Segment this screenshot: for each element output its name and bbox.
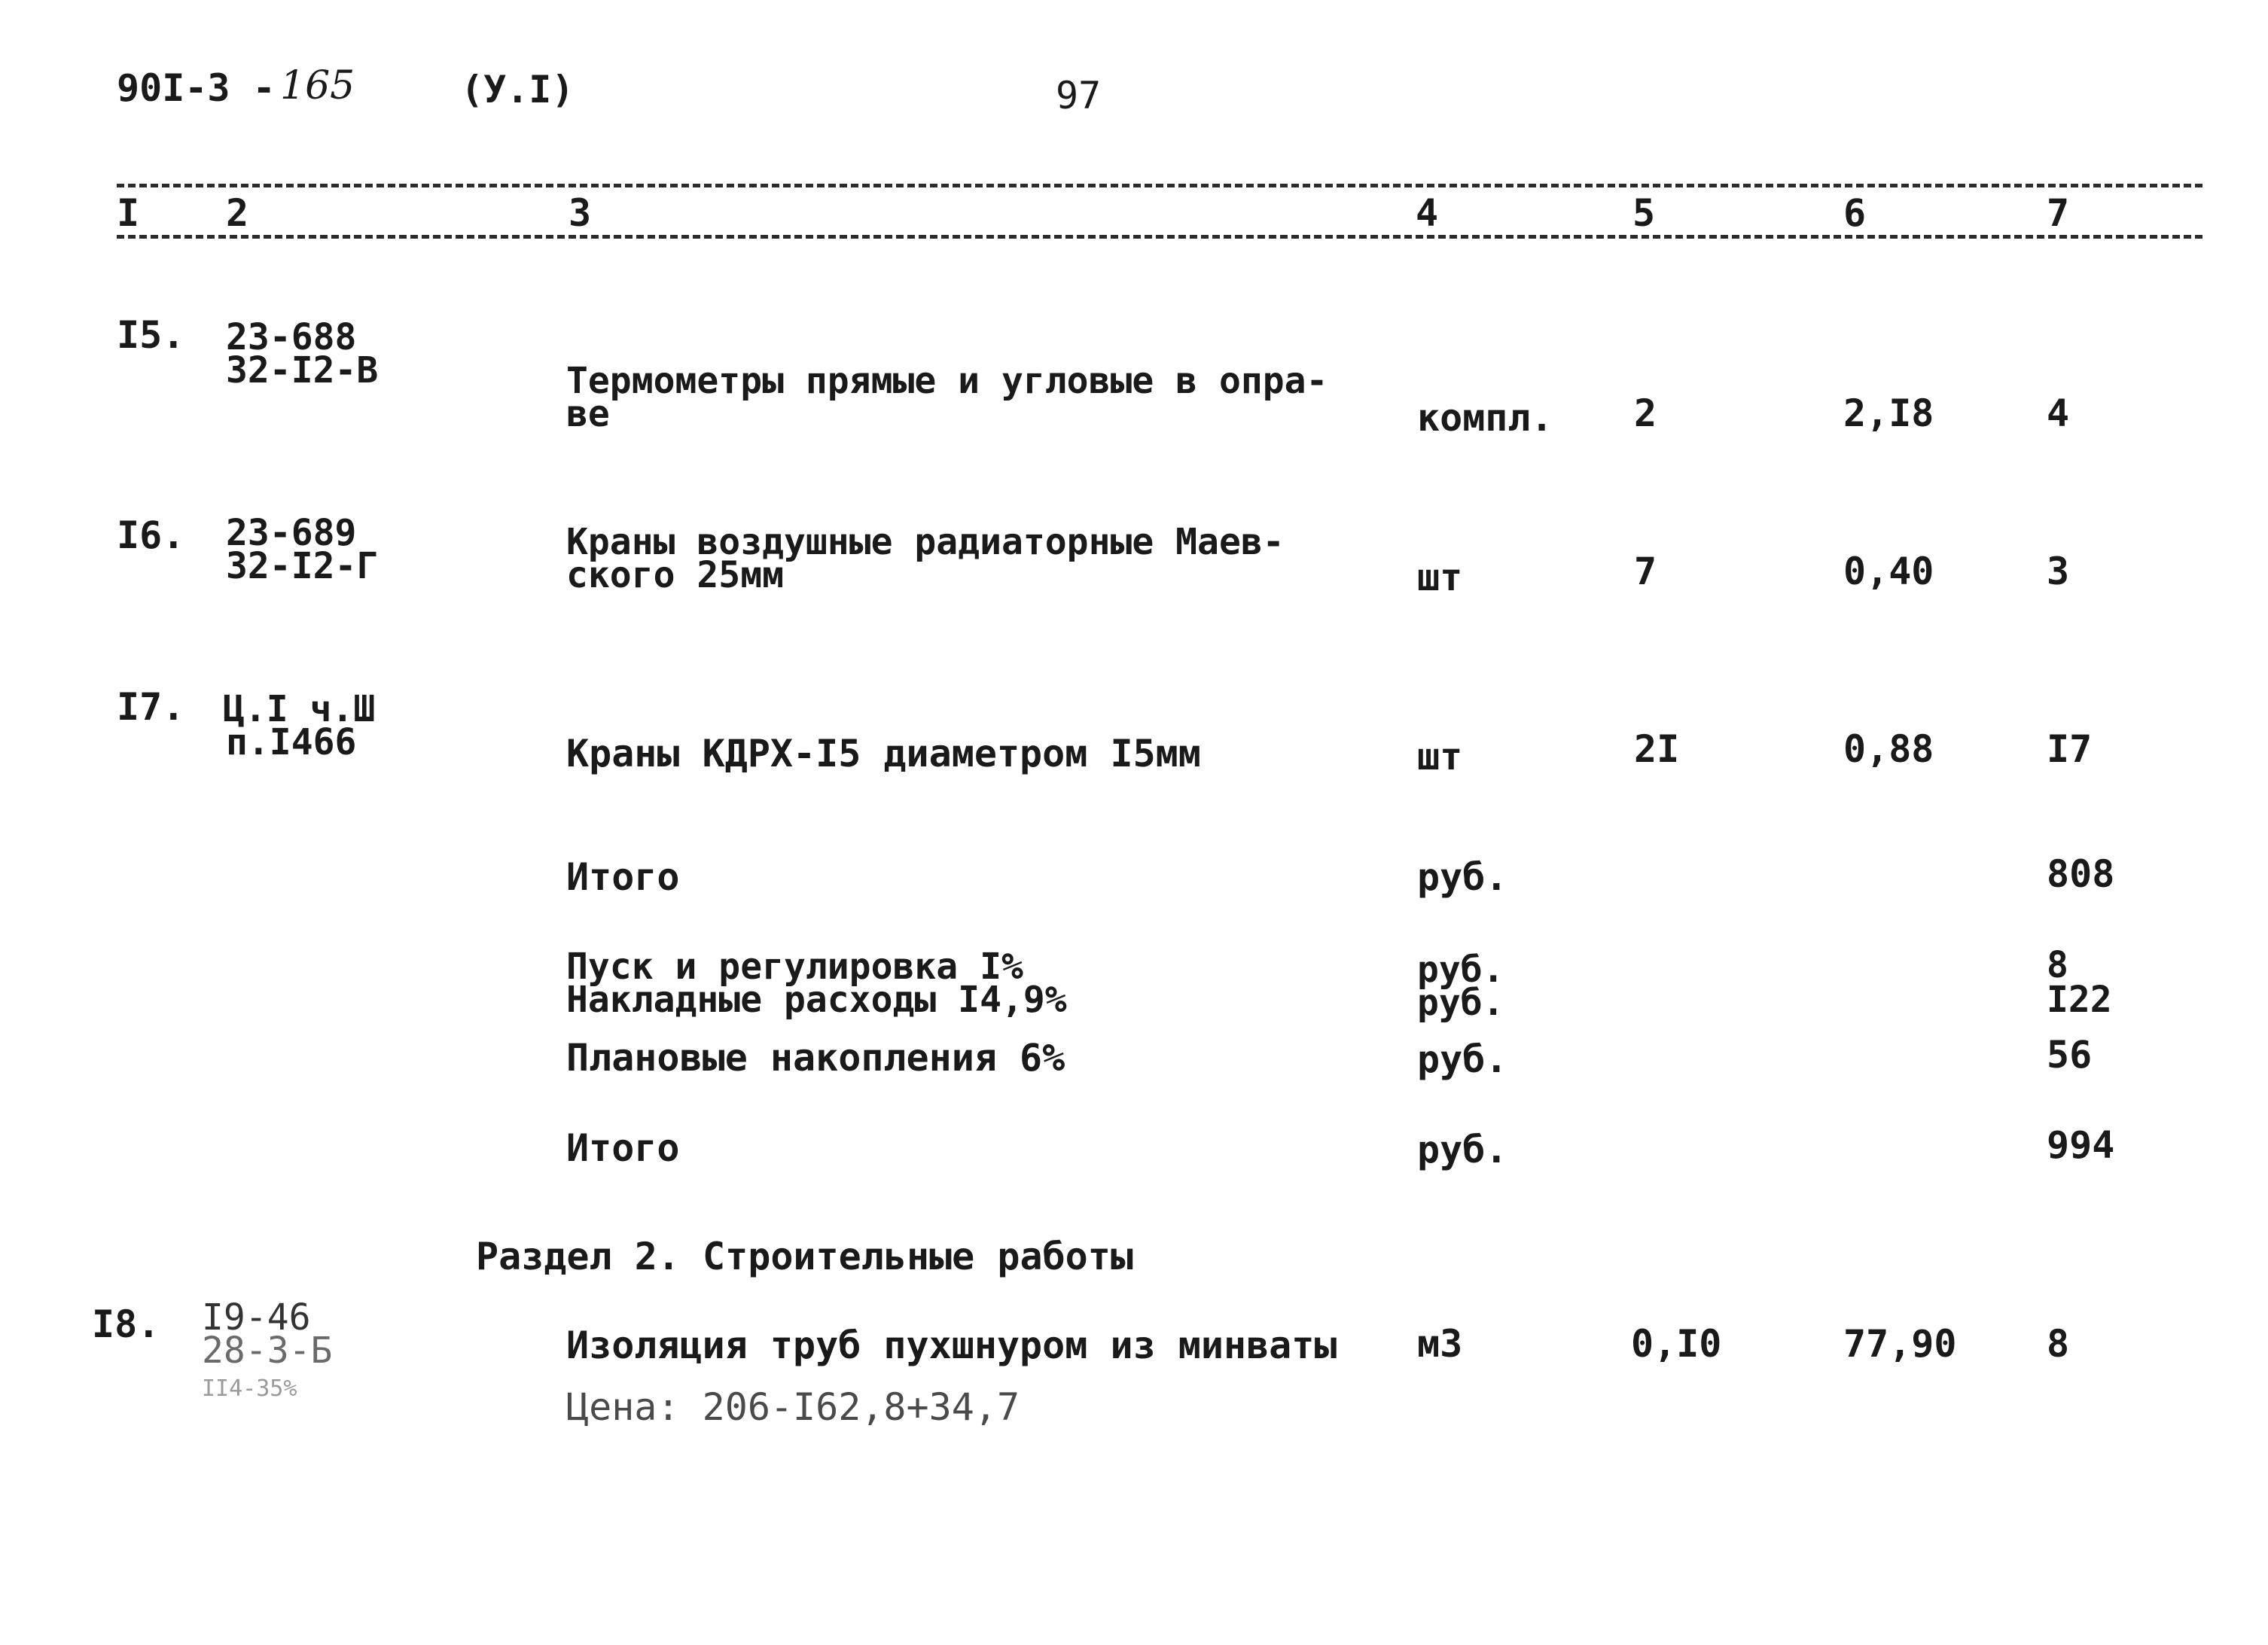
table-top-rule [117,184,2202,187]
summary-label: Итого [566,1126,680,1170]
section-title: Раздел 2. Строительные работы [476,1235,1133,1278]
column-header-1: I [117,191,140,235]
summary-unit: руб. [1417,1128,1508,1171]
row-code: I9-46 [202,1296,311,1339]
summary-value: 808 [2047,852,2115,896]
column-header-5: 5 [1632,191,1656,235]
row-code: 23-689 [226,512,357,554]
summary-unit: руб. [1417,982,1504,1024]
column-header-6: 6 [1843,191,1867,235]
row-number: I8. [92,1302,160,1346]
row-quantity: 2 [1634,391,1657,435]
row-total: 4 [2047,391,2070,435]
row-total: 3 [2047,550,2070,593]
row-number: I6. [117,513,185,557]
volume-label: (У.I) [461,68,575,111]
page-number: 97 [1056,74,1102,117]
row-number: I5. [117,313,185,357]
row-description: ве [566,393,610,435]
row-unit: м3 [1417,1322,1463,1366]
price-note: Цена: 206-I62,8+34,7 [566,1385,1020,1429]
row-total: 8 [2047,1322,2070,1366]
row-price: 0,88 [1843,727,1934,771]
row-description: Краны КДРХ-I5 диаметром I5мм [566,732,1201,775]
summary-label: Итого [566,855,680,899]
row-description: Изоляция труб пухшнуром из минваты [566,1324,1337,1367]
column-header-4: 4 [1416,191,1439,235]
row-description: ского 25мм [566,554,784,596]
row-unit: компл. [1417,396,1553,440]
document-code-handwritten: 165 [280,63,355,108]
summary-label: Накладные расходы I4,9% [566,979,1067,1021]
row-code: 23-688 [226,316,357,358]
summary-label: Пуск и регулировка I% [566,946,1023,988]
summary-unit: руб. [1417,855,1508,899]
row-price: 0,40 [1843,550,1934,593]
summary-value: 8 [2047,944,2068,986]
summary-value: I22 [2047,979,2112,1021]
table-header-rule [117,235,2202,239]
row-quantity: 2I [1634,727,1680,771]
summary-value: 994 [2047,1123,2115,1167]
column-header-3: 3 [569,191,592,235]
row-unit: шт [1417,556,1463,599]
row-number: I7. [117,685,185,729]
row-code: 32-I2-Г [226,545,379,587]
row-code-stamp: II4-35% [202,1375,297,1402]
row-total: I7 [2047,727,2093,771]
summary-label: Плановые накопления 6% [566,1036,1065,1080]
summary-value: 56 [2047,1033,2093,1077]
row-quantity: 7 [1634,550,1657,593]
document-code: 90I-3 - [117,66,276,110]
row-price: 77,90 [1843,1322,1957,1366]
row-code: 28-3-Б [202,1330,333,1372]
row-code: Ц.I ч.Ш [223,688,376,730]
row-code: 32-I2-В [226,349,379,391]
row-description: Краны воздушные радиаторные Маев- [566,521,1285,563]
summary-unit: руб. [1417,1037,1508,1081]
column-header-2: 2 [226,191,249,235]
row-price: 2,I8 [1843,391,1934,435]
summary-unit: руб. [1417,949,1504,991]
row-quantity: 0,I0 [1631,1322,1722,1366]
column-header-7: 7 [2047,191,2070,235]
row-code: п.I466 [226,721,357,763]
row-description: Термометры прямые и угловые в опра- [566,360,1328,402]
row-unit: шт [1417,735,1463,778]
